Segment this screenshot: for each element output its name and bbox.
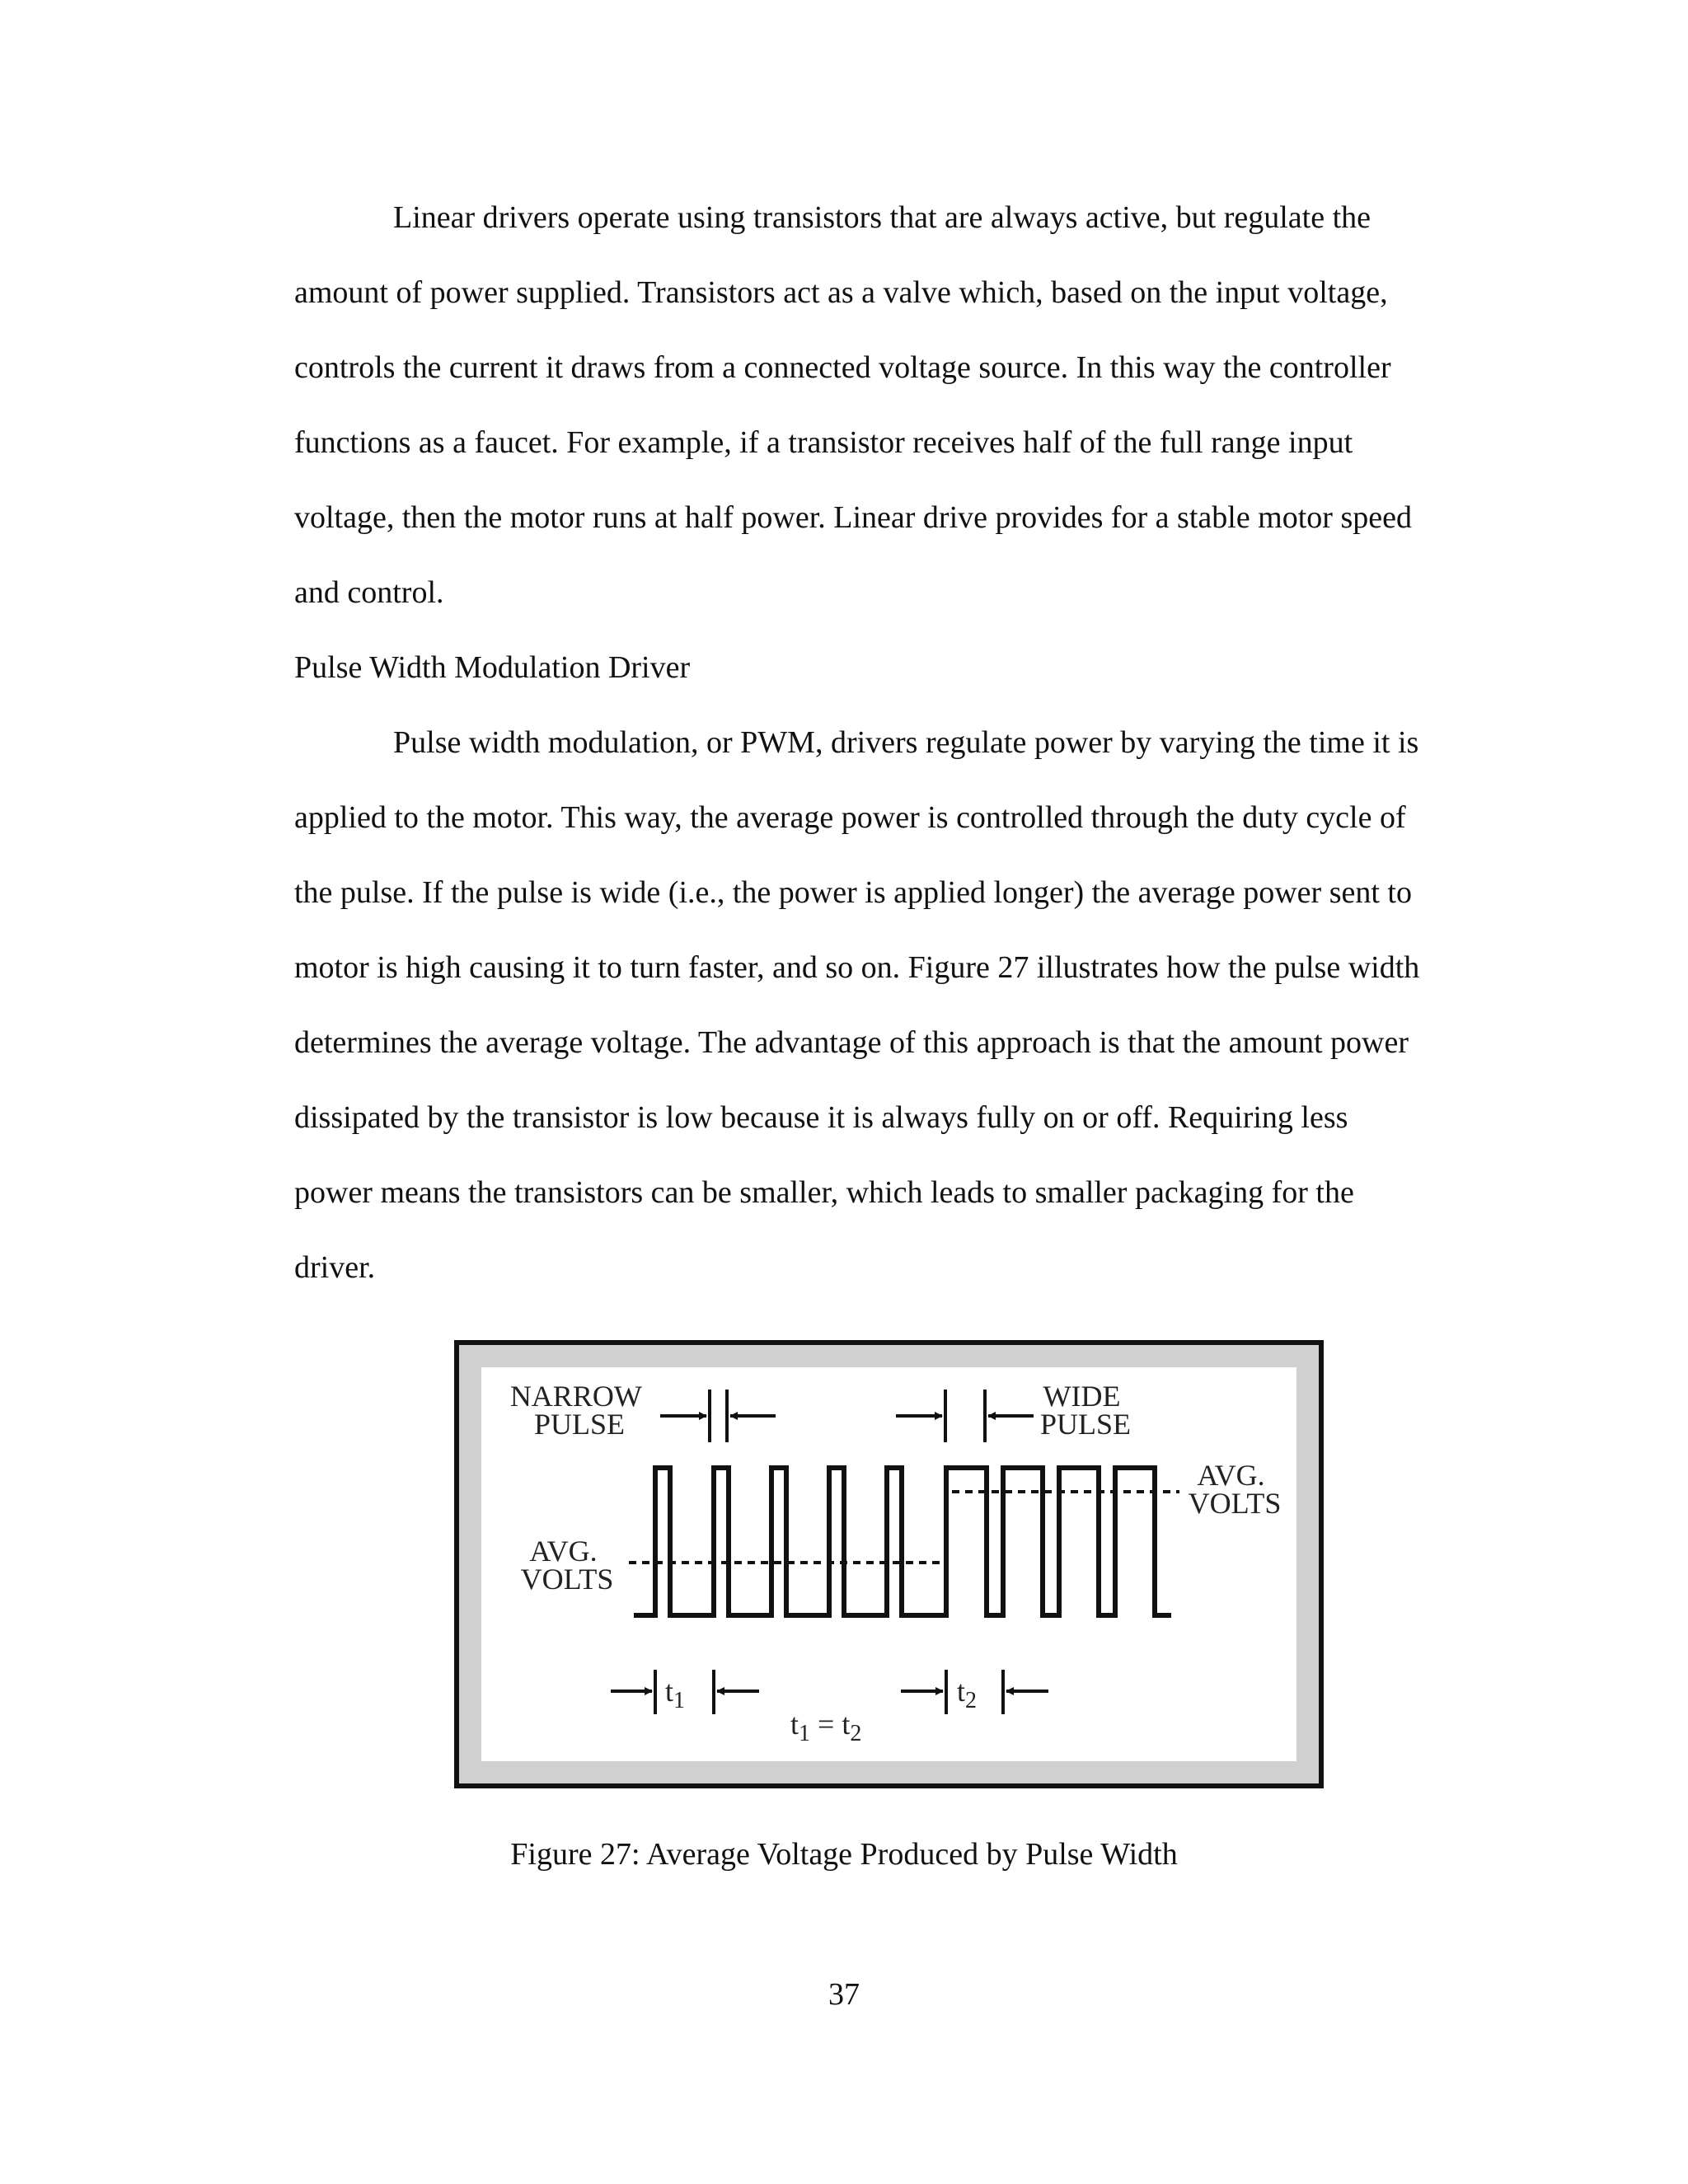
- text-line: and control.: [294, 575, 444, 610]
- heading-text: Pulse Width Modulation Driver: [294, 650, 691, 685]
- text-line: voltage, then the motor runs at half power. Linear drive provides for a stable motor speed: [294, 500, 1412, 535]
- avg-volts-low-label: AVG. VOLTS: [520, 1535, 614, 1596]
- text-line: motor is high causing it to turn faster, and so on. Figure 27 illustrates how the pulse width: [294, 950, 1420, 985]
- text-line: Linear drivers operate using transistors that are always active, but regulate the: [393, 200, 1371, 235]
- text-line: applied to the motor. This way, the average power is controlled through the duty cycle of: [294, 800, 1406, 835]
- section-heading: [294, 630, 1473, 705]
- narrow-pulse-label: NARROW PULSE: [509, 1380, 642, 1441]
- text-line: dissipated by the transistor is low because it is always fully on or off. Requiring less: [294, 1100, 1348, 1135]
- text-line: amount of power supplied. Transistors act as a valve which, based on the input voltage,: [294, 275, 1388, 310]
- text-line: driver.: [294, 1250, 376, 1285]
- wide-pulse-label: WIDE PULSE: [1039, 1380, 1132, 1441]
- text-line: the pulse. If the pulse is wide (i.e., the power is applied longer) the average power sent to: [294, 875, 1412, 910]
- paragraph-pwm-drivers: [294, 705, 1473, 1305]
- text-line: controls the current it draws from a connected voltage source. In this way the controller: [294, 350, 1391, 385]
- t2-label: $t_2$: [956, 1675, 978, 1713]
- paragraph-linear-drivers: [294, 180, 1473, 630]
- text-line: power means the transistors can be smaller, which leads to smaller packaging for the: [294, 1175, 1354, 1210]
- figure-caption: Figure 27: Average Voltage Produced by Pulse Width: [510, 1837, 1178, 1872]
- text-line: Pulse width modulation, or PWM, drivers regulate power by varying the time it is: [393, 725, 1419, 760]
- t-equality-label: $t_1 = t_2$: [790, 1708, 862, 1746]
- figure-pwm-diagram: [454, 1340, 1324, 1788]
- text-line: determines the average voltage. The advantage of this approach is that the amount power: [294, 1025, 1409, 1060]
- avg-volts-high-label: AVG. VOLTS: [1188, 1459, 1282, 1520]
- t1-label: $t_1$: [664, 1675, 686, 1713]
- text-line: functions as a faucet. For example, if a transistor receives half of the full range input: [294, 425, 1353, 460]
- page-number: 37: [828, 1977, 860, 2012]
